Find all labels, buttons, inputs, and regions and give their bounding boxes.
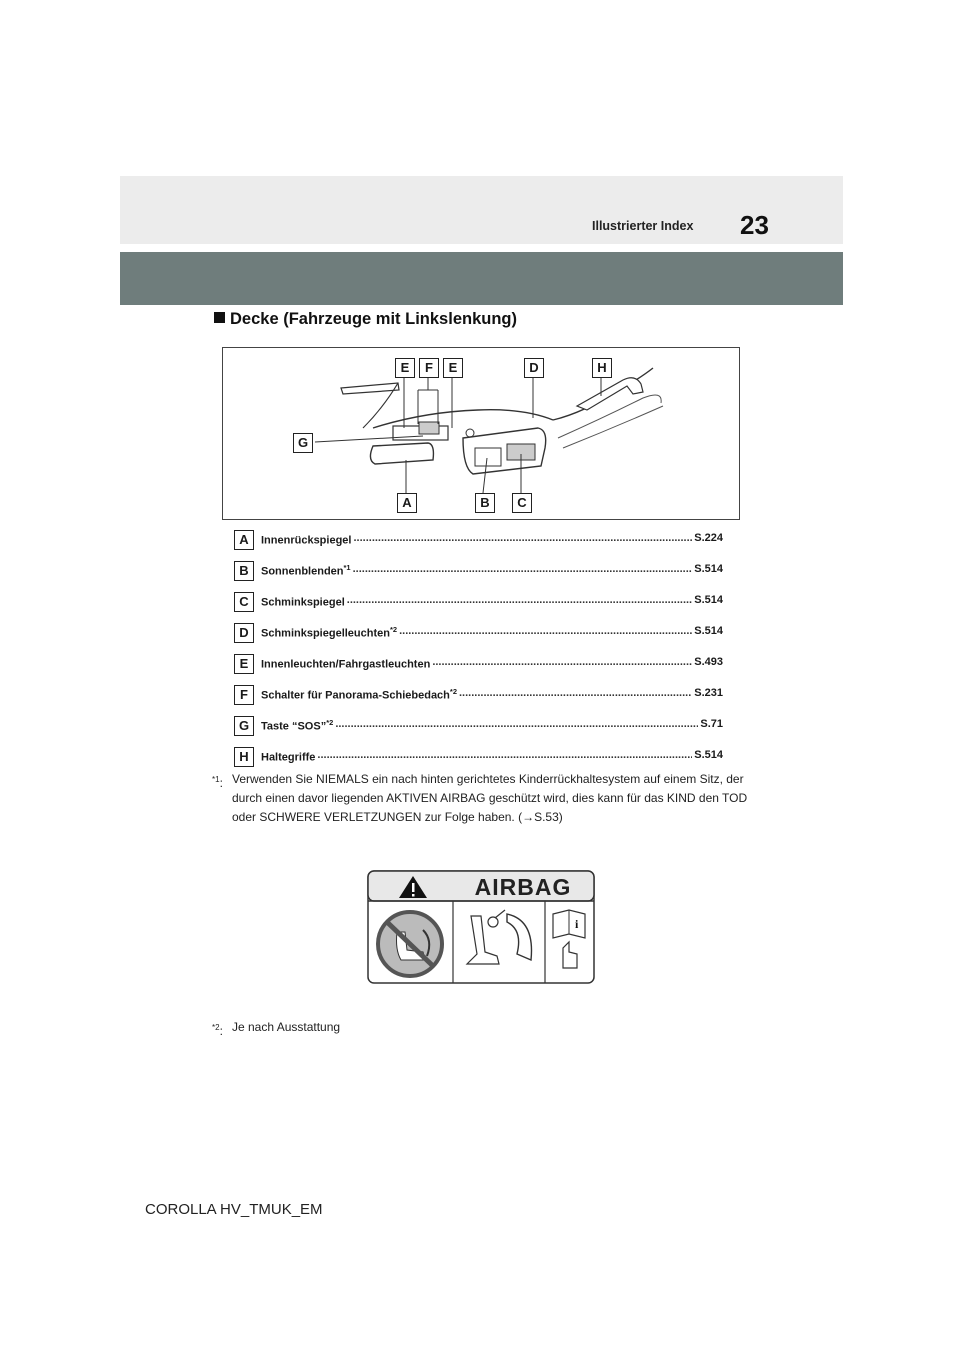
- footnote-mark: $^{*2}$:: [212, 1023, 223, 1038]
- airbag-title: AIRBAG: [474, 874, 572, 900]
- item-letter-badge: E: [234, 654, 254, 674]
- dot-leader: [347, 594, 692, 609]
- list-item: [234, 588, 724, 619]
- callout-g: G: [293, 433, 313, 453]
- item-letter-badge: H: [234, 747, 254, 767]
- callout-a: A: [397, 493, 417, 513]
- dot-leader: [459, 687, 692, 702]
- item-name: Innenleuchten/Fahrgastleuchten: [261, 658, 431, 671]
- footnote-mark: $^{*1}$:: [212, 775, 223, 790]
- page-reference-link[interactable]: S.514: [694, 563, 723, 575]
- item-name: Schminkspiegelleuchten$^{*2}$: [261, 625, 398, 640]
- item-letter-badge: A: [234, 530, 254, 550]
- airbag-warning-label: [367, 870, 595, 984]
- header-band-dark: [120, 252, 843, 305]
- callout-d: D: [524, 358, 544, 378]
- item-letter-badge: B: [234, 561, 254, 581]
- item-name: Schalter für Panorama-Schiebedach$^{*2}$: [261, 687, 457, 702]
- header-band-light: [120, 176, 843, 244]
- page-reference-link[interactable]: S.514: [694, 594, 723, 606]
- item-letter-badge: G: [234, 716, 254, 736]
- svg-text:i: i: [575, 917, 579, 931]
- page-reference-link[interactable]: S.514: [694, 749, 723, 761]
- item-name: Taste “SOS”$^{*2}$: [261, 718, 334, 733]
- item-name: Haltegriffe: [261, 751, 316, 764]
- page-reference-link[interactable]: S.514: [694, 625, 723, 637]
- callout-h: H: [592, 358, 612, 378]
- page-reference-link[interactable]: S.224: [694, 532, 723, 544]
- page-reference-link[interactable]: S.71: [700, 718, 723, 730]
- page-reference-link[interactable]: S.493: [694, 656, 723, 668]
- item-letter-badge: D: [234, 623, 254, 643]
- page-reference-link[interactable]: S.231: [694, 687, 723, 699]
- list-item: [234, 557, 724, 588]
- footnote-2: [212, 1018, 752, 1037]
- heading-text: Decke (Fahrzeuge mit Linkslenkung): [230, 310, 517, 328]
- callout-e-right: E: [443, 358, 463, 378]
- list-item: [234, 650, 724, 681]
- list-item: [234, 712, 724, 743]
- callout-b: B: [475, 493, 495, 513]
- index-list: [234, 526, 724, 774]
- item-name: Innenrückspiegel: [261, 534, 352, 547]
- dot-leader: [353, 532, 692, 547]
- list-item: [234, 619, 724, 650]
- item-name: Schminkspiegel: [261, 596, 345, 609]
- footnote-1: [212, 770, 752, 827]
- page-number: 23: [740, 210, 769, 240]
- footer-doc-code: COROLLA HV_TMUK_EM: [145, 1201, 323, 1218]
- dot-leader: [353, 563, 693, 578]
- callout-e-left: E: [395, 358, 415, 378]
- footnote-text: Verwenden Sie NIEMALS ein nach hinten gerichtetes Kinderrückhaltesystem auf einem Sitz, der durch einen davor liegenden AKTIVEN AIRBAG geschützt wird, dies kann für das KIND den TOD oder SCHWERE VERLETZUNGEN zur Folge haben. (→S.53): [232, 772, 748, 824]
- item-name: Sonnenblenden$^{*1}$: [261, 563, 351, 578]
- square-bullet-icon: [214, 312, 225, 323]
- dot-leader: [317, 749, 692, 764]
- section-heading: [214, 310, 517, 329]
- callout-f: F: [419, 358, 439, 378]
- section-label: Illustrierter Index: [592, 219, 694, 233]
- ceiling-illustration: [222, 347, 740, 520]
- item-letter-badge: F: [234, 685, 254, 705]
- footnote-text: Je nach Ausstattung: [232, 1020, 341, 1034]
- list-item: [234, 681, 724, 712]
- callout-c: C: [512, 493, 532, 513]
- dot-leader: [335, 718, 698, 733]
- dot-leader: [432, 656, 692, 671]
- list-item: [234, 526, 724, 557]
- dot-leader: [399, 625, 692, 640]
- item-letter-badge: C: [234, 592, 254, 612]
